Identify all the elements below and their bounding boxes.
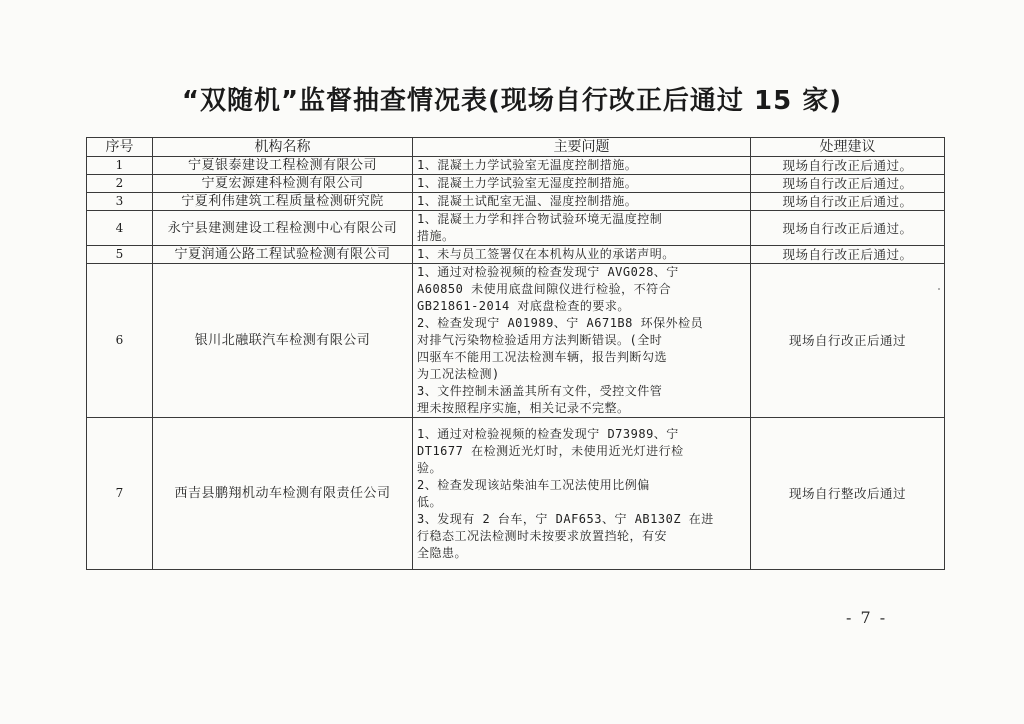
problem-line: 四驱车不能用工况法检测车辆，报告判断勾选 [417,350,668,364]
row-suggestion: 现场自行改正后通过。 [751,157,945,175]
problem-line: DT1677 在检测近光灯时，未使用近光灯进行检 [417,443,684,458]
row-problem [413,157,751,175]
row-index: 2 [87,175,153,193]
problem-line: 2、检查发现该站柴油车工况法使用比例偏 [417,477,650,492]
row-problem [413,264,751,418]
row-suggestion: 现场自行改正后通过。 [751,175,945,193]
row-problem [413,211,751,246]
table-row [87,418,945,570]
row-index: 4 [87,211,153,246]
problem-line: A60850 未使用底盘间隙仪进行检验，不符合 [417,282,672,296]
row-problem [413,246,751,264]
row-suggestion: 现场自行改正后通过 [751,264,945,418]
problem-line: 理未按照程序实施，相关记录不完整。 [417,401,630,415]
row-suggestion: 现场自行整改后通过 [751,418,945,570]
table-row [87,175,945,193]
row-index: 6 [87,264,153,418]
header-problem: 主要问题 [413,138,751,157]
page-number: - 7 - [846,608,888,627]
table-header-row [87,138,945,157]
problem-line: 1、混凝土试配室无温、湿度控制措施。 [417,194,638,208]
row-org-name: 宁夏宏源建科检测有限公司 [153,175,413,193]
problem-line: 1、混凝土力学试验室无温度控制措施。 [417,158,638,172]
row-suggestion: 现场自行改正后通过。 [751,246,945,264]
problem-line: 3、发现有 2 台车，宁 DAF653、宁 AB130Z 在进 [417,511,714,526]
problem-line: 对排气污染物检验适用方法判断错误。(全时 [417,333,663,347]
problem-line: 2、检查发现宁 A01989、宁 A671B8 环保外检员 [417,316,704,330]
row-org-name: 银川北融联汽车检测有限公司 [153,264,413,418]
row-org-name: 宁夏润通公路工程试验检测有限公司 [153,246,413,264]
problem-line: 全隐患。 [417,545,468,560]
page-title: “双随机”监督抽查情况表(现场自行改正后通过 15 家) [181,86,843,116]
row-problem [413,175,751,193]
table-row [87,157,945,175]
row-org-name: 永宁县建测建设工程检测中心有限公司 [153,211,413,246]
table-row [87,211,945,246]
problem-line: 低。 [417,494,443,509]
problem-line: 1、通过对检验视频的检查发现宁 D73989、宁 [417,426,679,441]
problem-line: 验。 [417,460,443,475]
problem-line: 措施。 [417,229,455,243]
problem-line: 1、混凝土力学试验室无湿度控制措施。 [417,176,638,190]
problem-line: 为工况法检测) [417,367,500,381]
inspection-table [86,137,945,570]
row-index: 1 [87,157,153,175]
row-index: 5 [87,246,153,264]
header-org: 机构名称 [153,138,413,157]
problem-line: 1、通过对检验视频的检查发现宁 AVG028、宁 [417,265,679,279]
table-row [87,246,945,264]
row-suggestion: 现场自行改正后通过。 [751,193,945,211]
problem-line: 行稳态工况法检测时未按要求放置挡轮，有安 [417,528,668,543]
scan-speck [938,288,940,290]
row-org-name: 西吉县鹏翔机动车检测有限责任公司 [153,418,413,570]
row-index: 7 [87,418,153,570]
problem-line: 1、未与员工签署仅在本机构从业的承诺声明。 [417,247,675,261]
problem-line: 3、文件控制未涵盖其所有文件，受控文件管 [417,384,663,398]
header-index: 序号 [87,138,153,157]
row-problem [413,193,751,211]
row-problem [413,418,751,570]
row-org-name: 宁夏银泰建设工程检测有限公司 [153,157,413,175]
row-suggestion: 现场自行改正后通过。 [751,211,945,246]
row-org-name: 宁夏利伟建筑工程质量检测研究院 [153,193,413,211]
table-row [87,264,945,418]
problem-line: GB21861-2014 对底盘检查的要求。 [417,299,630,313]
header-suggestion: 处理建议 [751,138,945,157]
problem-line: 1、混凝土力学和拌合物试验环境无温度控制 [417,212,663,226]
table-row [87,193,945,211]
row-index: 3 [87,193,153,211]
table-body [87,157,945,570]
